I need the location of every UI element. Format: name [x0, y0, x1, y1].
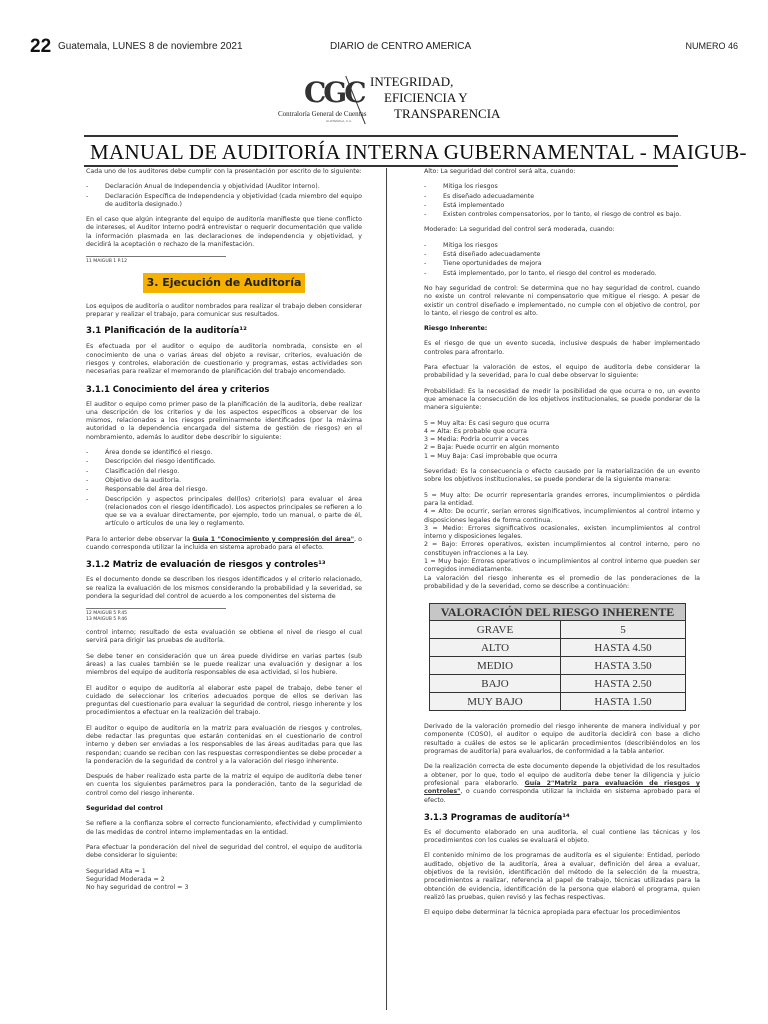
motto-line: EFICIENCIA Y	[384, 90, 468, 105]
table-row	[430, 675, 686, 693]
level-cell: ALTO	[430, 639, 561, 657]
list-item: - Declaración Anual de Independencia y objetividad (Auditor Interno).	[86, 183, 362, 191]
footnote-line: 13 MAIGUB 5 P.46	[86, 616, 128, 622]
table-header: VALORACIÓN DEL RIESGO INHERENTE	[430, 604, 686, 621]
paragraph: Derivado de la valoración promedio del riesgo inherente de manera individual y por componente (COSO), el auditor o equipo de auditoría decidirá con base a dicho resultado a cuáles de estos se le aplicarán procedimientos (describiéndolos en los programas de auditoría) para evaluarlos, de conformidad a la tabla anterior.	[424, 723, 700, 756]
motto-line: INTEGRIDAD,	[370, 74, 454, 89]
paragraph: Para efectuar la ponderación del nivel de seguridad del control, el equipo de auditoría debe considerar lo siguiente:	[86, 843, 362, 860]
section-banner: 3. Ejecución de Auditoría	[143, 273, 305, 293]
paragraph: Es el documento elaborado en una auditoría, el cual contiene las técnicas y los procedimientos con los cuales se evaluará el objeto.	[424, 828, 700, 845]
section-heading: 3.1.2 Matriz de evaluación de riesgos y controles¹³	[86, 559, 326, 570]
paragraph: Después de haber realizado esta parte de la matriz el equipo de auditoría debe tener en cuenta los siguientes parámetros para la ponderación, tanto de la seguridad de control como del riesgo inherente.	[86, 773, 362, 797]
scale-item: 1 = Muy Baja: Casi improbable que ocurra	[424, 452, 558, 460]
list-item: - Objetivo de la auditoría.	[86, 477, 362, 485]
list-item: - Está implementado	[424, 202, 700, 210]
footnote	[86, 611, 362, 622]
scale-item: 2 = Baja: Puede ocurrir en algún momento	[424, 444, 560, 452]
scale-item: 4 = Alta: Es probable que ocurra	[424, 427, 527, 435]
severity-scale	[424, 492, 700, 592]
scale-item: 5 = Muy alta: Es casi seguro que ocurra	[424, 419, 550, 427]
subheading: Riesgo Inherente:	[424, 325, 488, 333]
motto-line: TRANSPARENCIA	[394, 106, 501, 121]
paragraph: El auditor o equipo de auditoría en la matriz para evaluación de riesgos y controles, debe redactar las preguntas que estarán contenidas en el cuestionario de control interno y deben ser enviadas a los responsables de las áreas auditadas para que las respondan; cuando se reciban con las respuestas correspondientes se debe proceder a la ponderación de la seguridad de control y a la valoración del riesgo inherente.	[86, 724, 362, 765]
logo-name: Contraloría General de Cuentas	[278, 110, 367, 118]
left-column	[86, 168, 362, 899]
right-column	[424, 168, 700, 925]
value-cell: HASTA 3.50	[561, 657, 686, 675]
table-row	[430, 639, 686, 657]
table-row	[430, 621, 686, 639]
level-cell: BAJO	[430, 675, 561, 693]
list-item: - Mitiga los riesgos	[424, 242, 700, 250]
list-item: - Tiene oportunidades de mejora	[424, 260, 700, 268]
value-cell: 5	[561, 621, 686, 639]
list-item: - Área donde se identificó el riesgo.	[86, 449, 362, 457]
scale-item: 3 = Media: Podría ocurrir a veces	[424, 436, 529, 444]
list-item: - Declaración Específica de Independencia y objetividad (cada miembro del equipo de auditoría designado.)	[86, 193, 362, 210]
probability-scale	[424, 420, 700, 461]
list-item: - Clasificación del riesgo.	[86, 468, 362, 476]
page-number: 22	[30, 36, 52, 57]
scale-item: 3 = Medio: Errores significativos ocasionales, existen incumplimientos al control interno y disposiciones legales.	[424, 524, 700, 541]
motto	[370, 74, 500, 122]
paragraph: Cada uno de los auditores debe cumplir con la presentación por escrito de lo siguiente:	[86, 168, 362, 175]
paragraph: Moderado: La seguridad del control será moderada, cuando:	[424, 226, 615, 234]
list-item: - Existen controles compensatorios, por lo tanto, el riesgo de control es bajo.	[424, 211, 700, 219]
paragraph: control interno; resultado de esta evaluación se obtiene el nivel de riesgo el cual servirá para dirigir las pruebas de auditoría.	[86, 629, 362, 645]
high-security-list	[424, 183, 700, 219]
paragraph: Probabilidad: Es la necesidad de medir la posibilidad de que ocurra o no, un evento que amenace la consecución de los objetivos institucionales, se puede ponderar de la manera siguiente:	[424, 387, 700, 412]
scale-item: 5 = Muy alto: De ocurrir representaría grandes errores, incumplimientos o pérdida para la entidad.	[424, 491, 700, 507]
header-date: Guatemala, LUNES 8 de noviembre 2021	[58, 41, 243, 52]
subheading: Seguridad del control	[86, 805, 163, 813]
paragraph: Es efectuada por el auditor o equipo de auditoría nombrada, consiste en el conocimiento de una o varias áreas del objeto a revisar, criterios, evaluación de riesgos y controles, elaboración de cuestionario y programas, estas actividades son necesarias para realizar el memorando de planificación del trabajo encomendado.	[86, 343, 362, 376]
text: De la realización correcta de este documento depende la objetividad de los resultados a obtener, por lo que, todo el equipo de auditoría debe tener la diligencia y juicio profesional para elaborarlo.	[424, 763, 700, 787]
table-row	[430, 693, 686, 711]
paragraph: No hay seguridad de control: Se determina que no hay seguridad de control, cuando no existe un control relevante ni compensatorio que mitigue el riesgo. A pesar de existir un control diseñado e implementado, no cumple con el objetivo de control, por lo tanto, el riesgo de control es alto.	[424, 284, 700, 317]
risk-description-list	[86, 449, 362, 529]
value-cell: HASTA 1.50	[561, 693, 686, 711]
paragraph: Es el riesgo de que un evento suceda, inclusive después de haber implementado controles para afrontarlo.	[424, 340, 700, 356]
table-header-row	[430, 604, 686, 621]
title-rule-bottom	[84, 165, 678, 167]
page-header	[30, 36, 738, 58]
moderate-security-list	[424, 242, 700, 278]
paragraph: Se refiere a la confianza sobre el correcto funcionamiento, efectividad y cumplimiento de las medidas de control interno implementadas en la entidad.	[86, 820, 362, 836]
table-row	[430, 657, 686, 675]
paragraph: En el caso que algún integrante del equipo de auditoría manifieste que tiene conflicto de intereses, el Auditor Interno podrá entrevistar o requerir documentación que valide la información plasmada en las declaraciones de independencia y objetividad, y decidirá la aceptación o rechazo de la manifestación.	[86, 216, 362, 249]
paragraph: Los equipos de auditoría o auditor nombrados para realizar el trabajo deben considerar preparar y realizar el trabajo, para comunicar sus resultados.	[86, 302, 362, 319]
scale-item: No hay seguridad de control = 3	[86, 884, 189, 892]
section-heading: 3.1.1 Conocimiento del área y criterios	[86, 383, 270, 394]
paragraph: Alto: La seguridad del control será alta, cuando:	[424, 168, 576, 175]
section-heading: 3.1 Planificación de la auditoría¹²	[86, 326, 247, 337]
footnote-rule	[86, 256, 226, 257]
issue-number: NUMERO 46	[685, 41, 738, 51]
scale-item: La valoración del riesgo inherente es el promedio de las ponderaciones de la probabilidad y de la severidad, como se describe a continuación:	[424, 574, 700, 590]
list-item: - Está diseñado adecuadamente	[424, 251, 700, 259]
list-item: - Está implementado, por lo tanto, el riesgo del control es moderado.	[424, 270, 700, 278]
title-rule-top	[84, 135, 678, 137]
column-divider	[386, 168, 387, 1010]
guide-link[interactable]: Guía 1 "Conocimiento y compresión del área"	[192, 535, 354, 543]
scale-item: Seguridad Alta = 1	[86, 867, 146, 875]
scale-item: 2 = Bajo: Errores operativos, existen incumplimientos al control interno, pero no constituyen infracciones a la Ley.	[424, 541, 700, 557]
section-heading: 3.1.3 Programas de auditoría¹⁴	[424, 811, 570, 822]
list-item: - Descripción y aspectos principales del(los) criterio(s) para evaluar el área (relacionados con el riesgo identificado). Los aspectos principales se refieren a lo que se va a evaluar directamente, por ejemplo, todo un manual, o parte de él, artículo o artículos de una ley o reglamento.	[86, 496, 362, 529]
logo-subtitle: GUATEMALA, C.A.	[326, 119, 352, 123]
list-item: - Es diseñado adecuadamente	[424, 193, 700, 201]
risk-valuation-table	[429, 603, 686, 711]
scale-item: Seguridad Moderada = 2	[86, 875, 165, 883]
footnote: 11 MAIGUB 1 P.12	[86, 259, 128, 265]
paragraph: Se debe tener en consideración que un área puede dividirse en varias partes (sub áreas) a las cuales también se le puede realizar una evaluación y designar a los miembros del equipo de auditoría responsables de esa actividad, si los hubiere.	[86, 652, 362, 677]
level-cell: GRAVE	[430, 621, 561, 639]
scale-list	[86, 868, 362, 893]
text: , o cuando corresponda utilizar la incluida en sistema aprobado para el efecto.	[424, 788, 700, 804]
footnote-rule	[86, 608, 226, 609]
list-item: - Responsable del área del riesgo.	[86, 486, 362, 494]
paragraph: Severidad: Es la consecuencia o efecto causado por la materialización de un evento sobre los objetivos institucionales, se puede ponderar de la siguiente manera:	[424, 468, 700, 484]
paragraph: El auditor o equipo como primer paso de la planificación de la auditoría, debe realizar una descripción de los criterios y de los aspectos específicos a observar de los mismos, relacionados a los riesgos preliminarmente identificados (por la máxima autoridad o la dependencia encargada del sistema de gestión de riesgos) en el nombramiento, además lo auditor debe describir lo siguiente:	[86, 400, 362, 441]
footnote-line: 12 MAIGUB 5 P.45	[86, 611, 128, 617]
logo-mark: CGC	[304, 76, 364, 109]
paragraph	[424, 763, 700, 804]
guide-link[interactable]: Guía 2"Matriz para evaluación de riesgos y controles"	[424, 779, 700, 796]
paragraph: El equipo debe determinar la técnica apropiada para efectuar los procedimientos	[424, 909, 681, 917]
list-item: - Mitiga los riesgos	[424, 183, 700, 191]
level-cell: MUY BAJO	[430, 693, 561, 711]
level-cell: MEDIO	[430, 657, 561, 675]
paragraph	[86, 536, 362, 553]
scale-item: 1 = Muy bajo: Errores operativos o incumplimientos al control interno que pueden ser corregidos inmediatamente.	[424, 557, 700, 574]
newspaper-name: DIARIO de CENTRO AMERICA	[330, 41, 472, 52]
document-title: MANUAL DE AUDITORÍA INTERNA GUBERNAMENTAL - MAIGUB-	[90, 140, 747, 164]
text: , o cuando corresponda utilizar la incluida en sistema aprobado para el efecto.	[86, 535, 362, 552]
paragraph: El auditor o equipo de auditoría al elaborar este papel de trabajo, debe tener el cuidado de seleccionar los criterios adecuados porque de ellos se derivan las preguntas del cuestionario para evaluar la seguridad de control, riesgo inherente y los procedimientos a efectuar en la realización del trabajo.	[86, 684, 362, 717]
paragraph: Para efectuar la valoración de estos, el equipo de auditoría debe considerar la probabilidad y la severidad, para lo cual debe observar lo siguiente:	[424, 364, 700, 380]
paragraph: Es el documento donde se describen los riesgos identificados y el criterio relacionado, se realiza la evaluación de los mismos considerando la probabilidad y la severidad, se pondera la seguridad del control de acuerdo a los componentes del sistema de	[86, 576, 362, 600]
list-item: - Descripción del riesgo identificado.	[86, 458, 362, 466]
scale-item: 4 = Alto: De ocurrir, serían errores significativos, incumplimientos al control interno y disposiciones legales de forma continua.	[424, 508, 700, 524]
paragraph: El contenido mínimo de los programas de auditoría es el siguiente: Entidad, período auditado, objetivo de la auditoría, área a evaluar, definición del área a evaluar, objetivos de la revisión, identificación del método de la selección de la muestra, procedimientos a realizar, referencia al papel de trabajo, técnicas utilizadas para la obtención de evidencia, identificación de la persona que elaboró el programa, quien realizó las pruebas, quien revisó y las fechas respectivas.	[424, 852, 700, 901]
value-cell: HASTA 2.50	[561, 675, 686, 693]
value-cell: HASTA 4.50	[561, 639, 686, 657]
declaration-list	[86, 183, 362, 209]
text: Para lo anterior debe observar la	[86, 535, 193, 543]
